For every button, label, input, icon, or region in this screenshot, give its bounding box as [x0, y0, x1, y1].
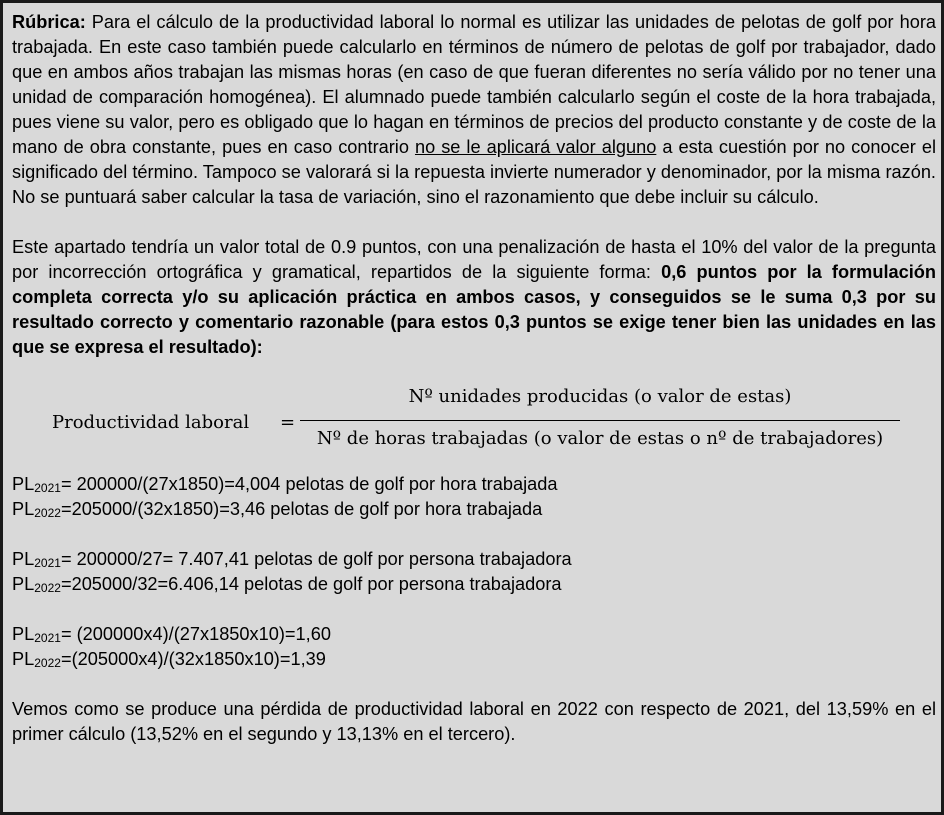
calc-text: =205000/32=6.406,14 pelotas de golf por persona trabajadora	[60, 574, 562, 594]
calc-year: 2021	[34, 556, 61, 570]
calc-line	[12, 647, 936, 672]
formula-fraction-bar	[300, 420, 900, 421]
calc-year: 2022	[34, 506, 61, 520]
calc-prefix: PL	[12, 624, 35, 644]
calc-prefix: PL	[12, 499, 35, 519]
formula-denominator: Nº de horas trabajadas (o valor de estas o nº de trabajadores)	[316, 428, 884, 449]
rubric-paragraph-2	[12, 235, 936, 360]
calc-group-hours	[12, 472, 936, 522]
calc-year: 2021	[34, 631, 61, 645]
calc-text: =(205000x4)/(32x1850x10)=1,39	[60, 649, 326, 669]
formula-equals: =	[280, 412, 296, 433]
rubric-content	[12, 10, 936, 747]
productivity-formula	[12, 384, 936, 462]
calc-prefix: PL	[12, 574, 35, 594]
rubric-p2-bold: 0,6 puntos por la formulación completa correcta y/o su aplicación práctica en ambos casos, y conseguidos se le suma 0,3 por su resultado correcto y comentario razonable (para estos 0,3 puntos se exige tener bien las unidades en las que se expresa el resultado):	[12, 262, 936, 357]
calc-text: =205000/(32x1850)=3,46 pelotas de golf por hora trabajada	[60, 499, 543, 519]
spacer	[12, 210, 936, 235]
calc-group-cost	[12, 622, 936, 672]
rubric-p2-text: Este apartado tendría un valor total de 0.9 puntos, con una penalización de hasta el 10% del valor de la pregunta por incorrección ortográfica y gramatical, repartidos de la siguiente forma:	[12, 237, 936, 282]
calc-prefix: PL	[12, 549, 35, 569]
spacer	[12, 522, 936, 547]
rubric-p1-underlined: no se le aplicará valor alguno	[414, 137, 657, 157]
formula-label: Productividad laboral	[52, 412, 250, 433]
calc-year: 2022	[34, 656, 61, 670]
calc-line	[12, 572, 936, 597]
calc-line	[12, 622, 936, 647]
calc-text: = 200000/(27x1850)=4,004 pelotas de golf por hora trabajada	[60, 474, 558, 494]
calc-prefix: PL	[12, 474, 35, 494]
calc-prefix: PL	[12, 649, 35, 669]
formula-numerator: Nº unidades producidas (o valor de estas)	[408, 386, 792, 407]
calc-line	[12, 547, 936, 572]
spacer	[12, 672, 936, 697]
calc-text: = 200000/27= 7.407,41 pelotas de golf por persona trabajadora	[60, 549, 572, 569]
calc-group-workers	[12, 547, 936, 597]
spacer	[12, 597, 936, 622]
rubric-paragraph-1	[12, 10, 936, 210]
calc-line	[12, 497, 936, 522]
rubric-p1-text-b: a esta cuestión por no conocer el significado del término. Tampoco se valorará si la repuesta invierte numerador y denominador, por la misma razón. No se puntuará saber calcular la tasa de variación, sino el razonamiento que debe incluir su cálculo.	[12, 137, 937, 207]
calc-line	[12, 472, 936, 497]
calc-year: 2022	[34, 581, 61, 595]
calc-text: = (200000x4)/(27x1850x10)=1,60	[60, 624, 331, 644]
rubric-p1-text-a: Para el cálculo de la productividad laboral lo normal es utilizar las unidades de pelotas de golf por hora trabajada. En este caso también puede calcularlo en términos de número de pelotas de golf por trabajador, dado que en ambos años trabajan las mismas horas (en caso de que fueran diferentes no sería válido por no tener una unidad de comparación homogénea). El alumnado puede también calcularlo según el coste de la hora trabajada, pues viene su valor, pero es obligado que lo hagan en términos de precios del producto constante y de coste de la mano de obra constante, pues en caso contrario	[12, 12, 936, 157]
conclusion-paragraph: Vemos como se produce una pérdida de productividad laboral en 2022 con respecto de 2021, del 13,59% en el primer cálculo (13,52% en el segundo y 13,13% en el tercero).	[12, 699, 936, 744]
calc-year: 2021	[34, 481, 61, 495]
rubric-label: Rúbrica:	[12, 12, 86, 32]
